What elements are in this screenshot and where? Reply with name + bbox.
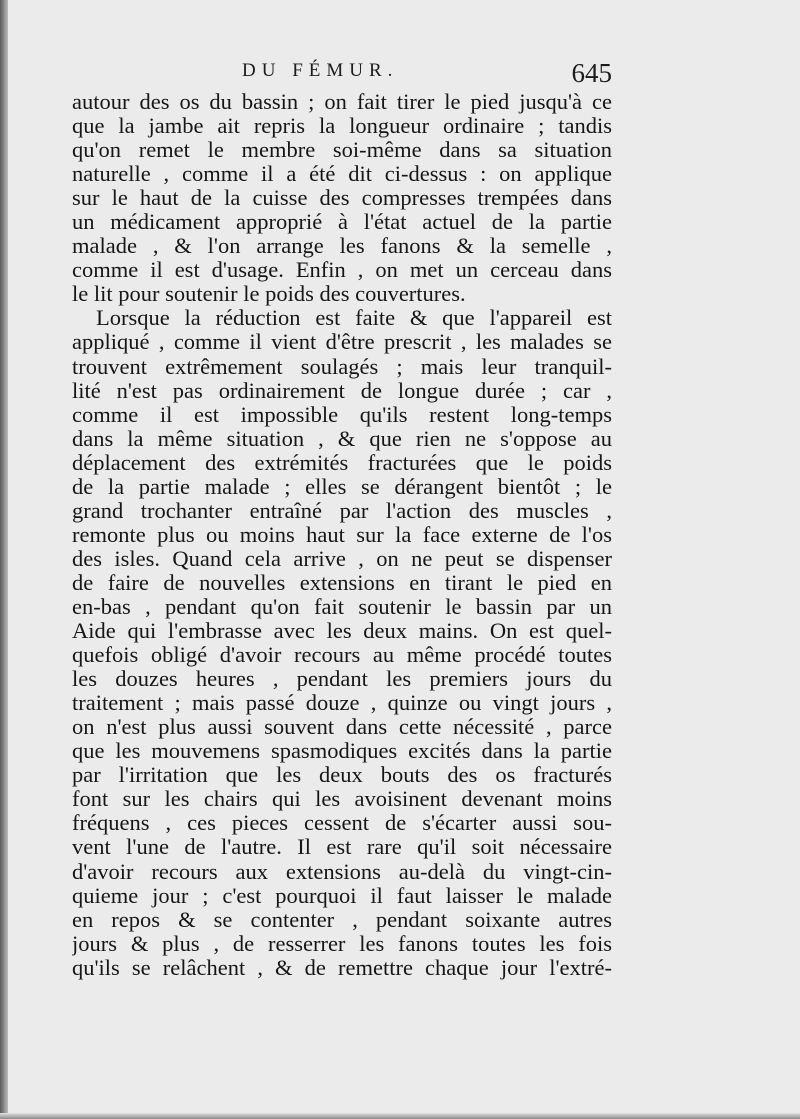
text-line: qu'on remet le membre soi-même dans sa situation — [72, 138, 612, 163]
running-head: DU FÉMUR. — [242, 60, 399, 81]
page-bottom-edge — [0, 1113, 800, 1119]
text-line: vent l'une de l'autre. Il est rare qu'il soit nécessaire — [72, 835, 612, 860]
text-line: comme il est d'usage. Enfin , on met un cerceau dans — [72, 258, 612, 283]
page-header — [72, 58, 612, 92]
text-line: appliqué , comme il vient d'être prescrit , les malades se — [72, 330, 612, 355]
text-line: le lit pour soutenir le poids des couvertures. — [72, 282, 466, 307]
text-line: de faire de nouvelles extensions en tirant le pied en — [72, 570, 612, 595]
text-line: un médicament approprié à l'état actuel de la partie — [72, 210, 612, 235]
text-line: grand trochanter entraîné par l'action des muscles , — [72, 498, 612, 523]
text-line: dans la même situation , & que rien ne s'oppose au — [72, 426, 612, 451]
text-line: on n'est plus aussi souvent dans cette nécessité , parce — [72, 715, 612, 740]
text-line: autour des os du bassin ; on fait tirer le pied jusqu'à ce — [72, 90, 612, 114]
text-line: jours & plus , de resserrer les fanons toutes les fois — [72, 931, 612, 956]
text-line: les douzes heures , pendant les premiers jours du — [72, 667, 612, 692]
text-line: quefois obligé d'avoir recours au même procédé toutes — [72, 643, 612, 668]
text-line: traitement ; mais passé douze , quinze ou vingt jours , — [72, 691, 612, 716]
text-line: que la jambe ait repris la longueur ordinaire ; tandis — [72, 114, 612, 139]
text-line: Aide qui l'embrasse avec les deux mains. On est quel- — [72, 619, 612, 644]
text-line: des isles. Quand cela arrive , on ne peut se dispenser — [72, 546, 612, 571]
text-line: comme il est impossible qu'ils restent long-temps — [72, 402, 612, 427]
text-line: quieme jour ; c'est pourquoi il faut laisser le malade — [72, 883, 612, 908]
text-line: de la partie malade ; elles se dérangent bientôt ; le — [72, 474, 612, 499]
text-line: font sur les chairs qui les avoisinent devenant moins — [72, 787, 612, 812]
text-line: en repos & se contenter , pendant soixante autres — [72, 907, 612, 932]
page-number: 645 — [571, 58, 612, 88]
text-line: fréquens , ces pieces cessent de s'écarter aussi sou- — [72, 811, 612, 836]
text-line: qu'ils se relâchent , & de remettre chaque jour l'extré- — [72, 955, 612, 980]
text-line: sur le haut de la cuisse des compresses trempées dans — [72, 186, 612, 211]
body-text — [72, 90, 612, 980]
text-line: malade , & l'on arrange les fanons & la semelle , — [72, 234, 612, 259]
text-line: que les mouvemens spasmodiques excités dans la partie — [72, 739, 612, 764]
text-line: lité n'est pas ordinairement de longue durée ; car , — [72, 378, 612, 403]
text-line: par l'irritation que les deux bouts des os fracturés — [72, 763, 612, 788]
text-line: en-bas , pendant qu'on fait soutenir le bassin par un — [72, 594, 612, 619]
text-line: naturelle , comme il a été dit ci-dessus : on applique — [72, 162, 612, 187]
text-line: déplacement des extrémités fracturées que le poids — [72, 450, 612, 475]
text-line: remonte plus ou moins haut sur la face externe de l'os — [72, 522, 612, 547]
page-gutter-shadow — [0, 0, 8, 1119]
text-line: trouvent extrêmement soulagés ; mais leur tranquil- — [72, 354, 612, 379]
text-line: d'avoir recours aux extensions au-delà du vingt-cin- — [72, 859, 612, 884]
text-line: Lorsque la réduction est faite & que l'appareil est — [96, 306, 612, 331]
